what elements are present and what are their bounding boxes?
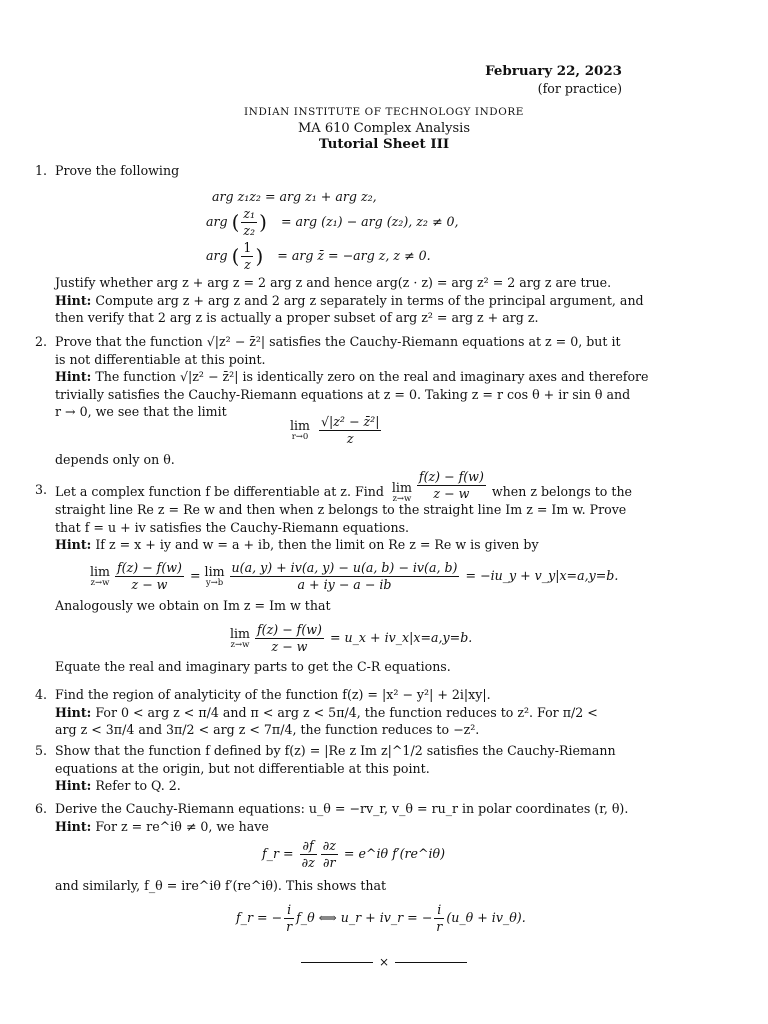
sheet-title: Tutorial Sheet III [318,136,450,152]
hint-label: Hint: [55,537,92,552]
question-number: 5. [35,743,48,758]
question-text: Show that the function f defined by f(z) = |Re z Im z|^1/2 satisfies the Cauchy-Riemann [55,743,616,758]
hint-text: If z = x + iy and w = a + ib, then the limit on Re z = Re w is given by [95,537,539,552]
equation-6a: f_r = $\frac{\partial f}{\partial z}$ $\frac{\partial z}{\partial r}$ = e^iθ f′(re^iθ) [262,838,446,870]
question-3: 3. Let a complex function f be differentiable at z. Find lim z→w $\frac{f(z) - f(w)}{z - w}$ when z belongs to the [35,469,633,504]
question-text: that f = u + iv satisfies the Cauchy-Riemann equations. [55,519,410,535]
question-number: 3. [35,482,48,497]
hint-text: Analogously we obtain on Im z = Im w that [55,598,331,613]
question-text: equations at the origin, but not differentiable at this point. [55,760,430,776]
institute-name: INDIAN INSTITUTE OF TECHNOLOGY INDORE [244,106,524,118]
hint-label: Hint: [55,818,92,834]
question-text: Justify whether arg z + arg z = 2 arg z and hence arg(z · z) = arg z² = 2 arg z are true. [55,275,612,290]
question-6-body [55,877,623,895]
question-1-body [55,274,644,327]
question-text: Find the region of analyticity of the function f(z) = |x² − y²| + 2i|xy|. [55,687,491,702]
hint-text: For z = re^iθ ≠ 0, we have [95,818,269,834]
equation-1b: arg ( $\frac{\text{z₁}}{\text{z₂}}$ ) = arg (z₁) − arg (z₂), z₂ ≠ 0, [206,206,459,238]
equation-3a: lim z→w $\frac{f(z) - f(w)}{z - w}$ = lim y→b $\frac{u(a, y) + iv(a, y) - u(a, b) - iv(a, b)}{a + iy - a - ib}$ = −iu_y + v_y|x=a,y=b. [90,560,619,592]
question-text: Prove that the function √|z² − z̄²| satisfies the Cauchy-Riemann equations at z = 0, but it [55,334,621,349]
hint-text: trivially satisfies the Cauchy-Riemann equations at z = 0. Taking z = r cos θ + ir sin θ and [55,386,631,402]
question-2 [35,333,649,421]
hint-text: Compute arg z + arg z and 2 arg z separately in terms of the principal argument, and [95,292,644,308]
question-text: Let a complex function f be differentiable at z. Find [55,484,384,499]
question-3-analog [55,597,623,615]
hint-label: Hint: [55,778,92,793]
hint-text: and similarly, f_θ = ire^iθ f′(re^iθ). This shows that [55,878,387,893]
question-text: Derive the Cauchy-Riemann equations: u_θ = −rv_r, v_θ = ru_r in polar coordinates (r, θ). [55,801,629,816]
equation-1c: arg ( $\frac{1}{z}$ ) = arg z̄ = −arg z, z ≠ 0. [206,240,431,272]
practice-note: (for practice) [537,81,622,96]
question-number: 2. [35,334,48,349]
date: February 22, 2023 [485,63,622,79]
end-separator [0,954,768,971]
question-3-tail [55,658,623,676]
question-3-body [55,501,627,554]
question-text: Prove the following [55,163,180,178]
end-mark: × [378,955,390,969]
question-number: 1. [35,163,48,178]
hint-label: Hint: [55,292,92,308]
question-number: 6. [35,801,48,816]
question-5 [35,742,623,795]
equation-2: lim r→0 $\frac{\text{√|z² − z̄²|}}{z}$ [290,414,380,446]
hint-text: then verify that 2 arg z is actually a proper subset of arg z² = arg z + arg z. [55,310,539,325]
course-title: MA 610 Complex Analysis [297,121,471,136]
question-text: straight line Re z = Re w and then when z belongs to the straight line Im z = Im w. Prove [55,502,627,517]
hint-label: Hint: [55,704,92,720]
hint-text: For 0 < arg z < π/4 and π < arg z < 5π/4, the function reduces to z². For π/2 < [95,704,598,720]
hint-text: depends only on θ. [55,452,175,467]
hint-text: arg z < 3π/4 and 3π/2 < arg z < 7π/4, the function reduces to −z². [55,722,480,737]
equation-6b: f_r = − $\frac{i}{r}$ f_θ ⟺ u_r + iv_r = − $\frac{i}{r}$ (u_θ + iv_θ). [236,902,526,934]
hint-label: Hint: [55,369,92,384]
question-4 [35,686,623,739]
hint-text: Refer to Q. 2. [95,778,181,793]
hint-text: r → 0, we see that the limit [55,404,227,419]
equation-1a: arg z₁z₂ = arg z₁ + arg z₂, [212,189,377,204]
question-number: 4. [35,687,48,702]
hint-text: Equate the real and imaginary parts to get the C-R equations. [55,659,451,674]
hint-text: The function √|z² − z̄²| is identically zero on the real and imaginary axes and therefore [95,369,649,384]
question-text: is not differentiable at this point. [55,351,266,367]
question-1 [35,162,623,180]
question-6 [35,800,629,835]
question-2-tail [55,451,623,469]
equation-3b: lim z→w $\frac{f(z) - f(w)}{z - w}$ = u_x + iv_x|x=a,y=b. [230,622,473,654]
